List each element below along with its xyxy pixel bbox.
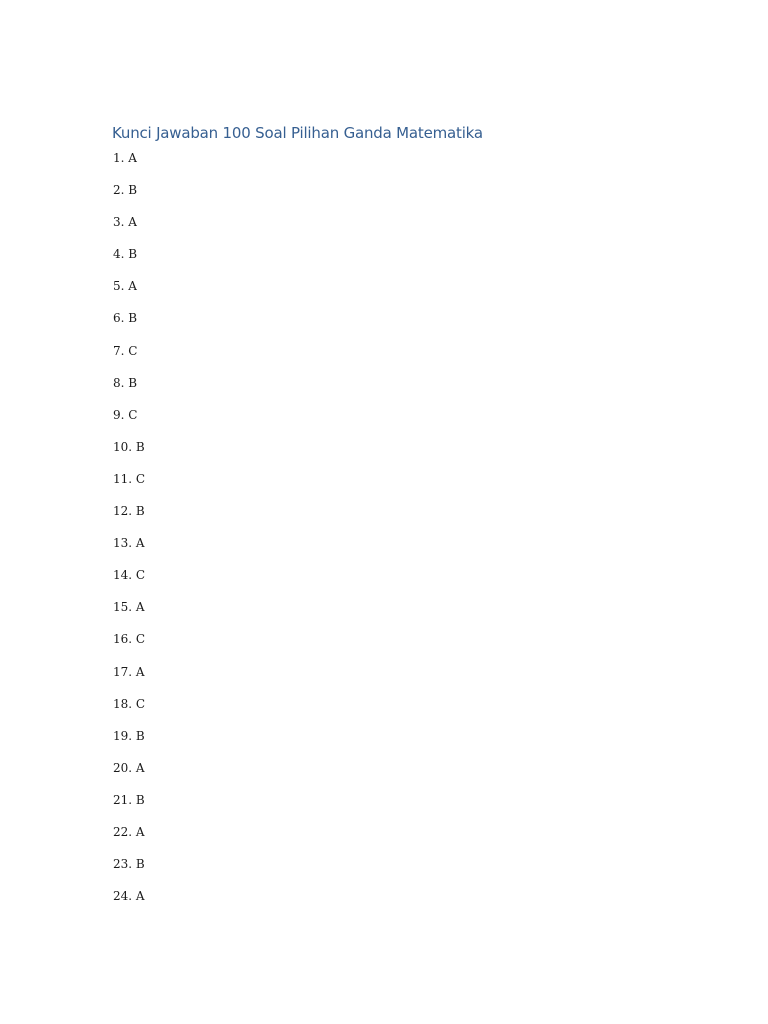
answer-item: 20. A xyxy=(113,760,145,775)
answer-item: 17. A xyxy=(113,664,145,679)
answer-item: 2. B xyxy=(113,183,138,198)
answer-item: 7. C xyxy=(113,343,138,358)
answer-item: 23. B xyxy=(113,857,145,872)
answer-item: 24. A xyxy=(113,889,145,904)
answer-item: 10. B xyxy=(113,439,145,454)
answer-item: 8. B xyxy=(113,375,138,390)
answer-key-list xyxy=(113,150,145,920)
answer-item: 21. B xyxy=(113,792,145,807)
answer-item: 11. C xyxy=(113,471,146,486)
answer-item: 14. C xyxy=(113,568,146,583)
answer-item: 22. A xyxy=(113,824,145,839)
answer-item: 16. C xyxy=(113,632,146,647)
answer-item: 6. B xyxy=(113,311,138,326)
answer-item: 12. B xyxy=(113,504,145,519)
answer-item: 13. A xyxy=(113,536,145,551)
answer-item: 18. C xyxy=(113,696,146,711)
answer-item: 15. A xyxy=(113,600,145,615)
answer-item: 5. A xyxy=(113,279,137,294)
answer-item: 9. C xyxy=(113,407,138,422)
answer-item: 1. A xyxy=(113,151,137,165)
answer-item: 4. B xyxy=(113,247,138,262)
answer-item: 3. A xyxy=(113,215,137,230)
document-heading: Kunci Jawaban 100 Soal Pilihan Ganda Matematika xyxy=(112,124,483,142)
answer-item: 19. B xyxy=(113,728,145,743)
